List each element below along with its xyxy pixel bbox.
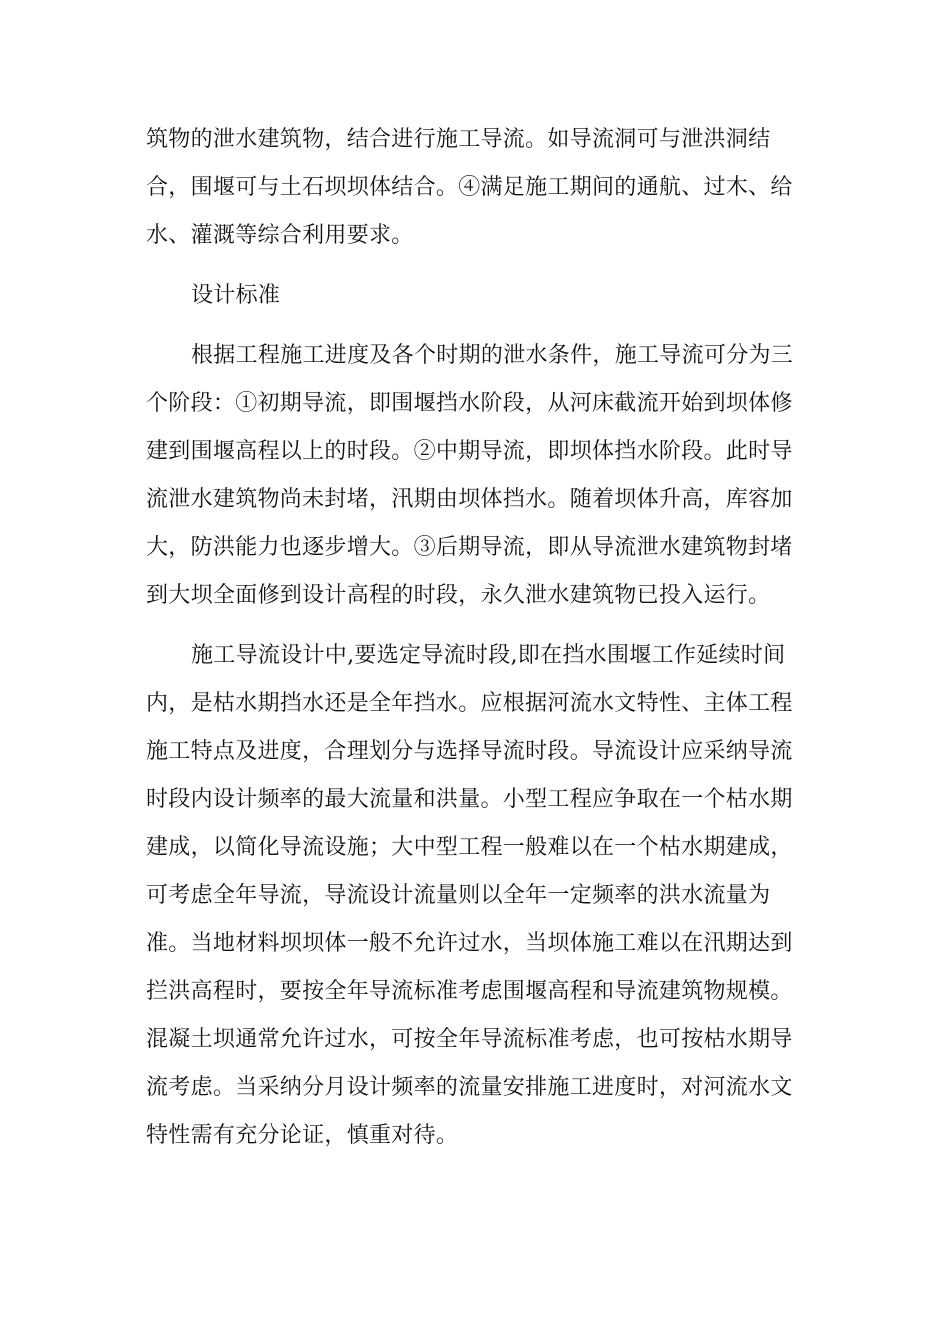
text-line: 建到围堰高程以上的时段。②中期导流，即坝体挡水阶段。此时导	[146, 439, 793, 464]
text-line: 特性需有充分论证，慎重对待。	[146, 1123, 459, 1148]
paragraph-stages	[146, 332, 800, 620]
text-line: 流考虑。当采纳分月设计频率的流量安排施工进度时，对河流水文	[146, 1075, 793, 1100]
text-line: 筑物的泄水建筑物，结合进行施工导流。如导流洞可与泄洪洞结	[146, 127, 771, 152]
text-line: 施工特点及进度，合理划分与选择导流时段。导流设计应采纳导流	[146, 739, 793, 764]
text-line: 建成，以简化导流设施；大中型工程一般难以在一个枯水期建成，	[146, 835, 793, 860]
text-line: 拦洪高程时，要按全年导流标准考虑围堰高程和导流建筑物规模。	[146, 979, 793, 1004]
text-line: 水、灌溉等综合利用要求。	[146, 223, 414, 248]
text-line: 时段内设计频率的最大流量和洪量。小型工程应争取在一个枯水期	[146, 787, 793, 812]
document-body	[146, 116, 800, 1172]
text-line: 到大坝全面修到设计高程的时段，永久泄水建筑物已投入运行。	[146, 583, 771, 608]
text-line: 内，是枯水期挡水还是全年挡水。应根据河流水文特性、主体工程	[146, 691, 793, 716]
text-line: 施工导流设计中,要选定导流时段,即在挡水围堰工作延续时间	[191, 643, 786, 668]
text-line: 个阶段：①初期导流，即围堰挡水阶段，从河床截流开始到坝体修	[146, 391, 793, 416]
paragraph-design-period	[146, 632, 800, 1160]
text-line: 可考虑全年导流，导流设计流量则以全年一定频率的洪水流量为	[146, 883, 771, 908]
text-line: 混凝土坝通常允许过水，可按全年导流标准考虑，也可按枯水期导	[146, 1027, 793, 1052]
section-heading-text: 设计标准	[191, 283, 281, 308]
text-line: 准。当地材料坝坝体一般不允许过水，当坝体施工难以在汛期达到	[146, 931, 793, 956]
text-line: 大，防洪能力也逐步增大。③后期导流，即从导流泄水建筑物封堵	[146, 535, 793, 560]
text-line: 根据工程施工进度及各个时期的泄水条件，施工导流可分为三	[191, 343, 794, 368]
text-line: 合，围堰可与土石坝坝体结合。④满足施工期间的通航、过木、给	[146, 175, 793, 200]
paragraph-continuation	[146, 116, 800, 260]
section-heading	[146, 272, 800, 320]
text-line: 流泄水建筑物尚未封堵，汛期由坝体挡水。随着坝体升高，库容加	[146, 487, 793, 512]
